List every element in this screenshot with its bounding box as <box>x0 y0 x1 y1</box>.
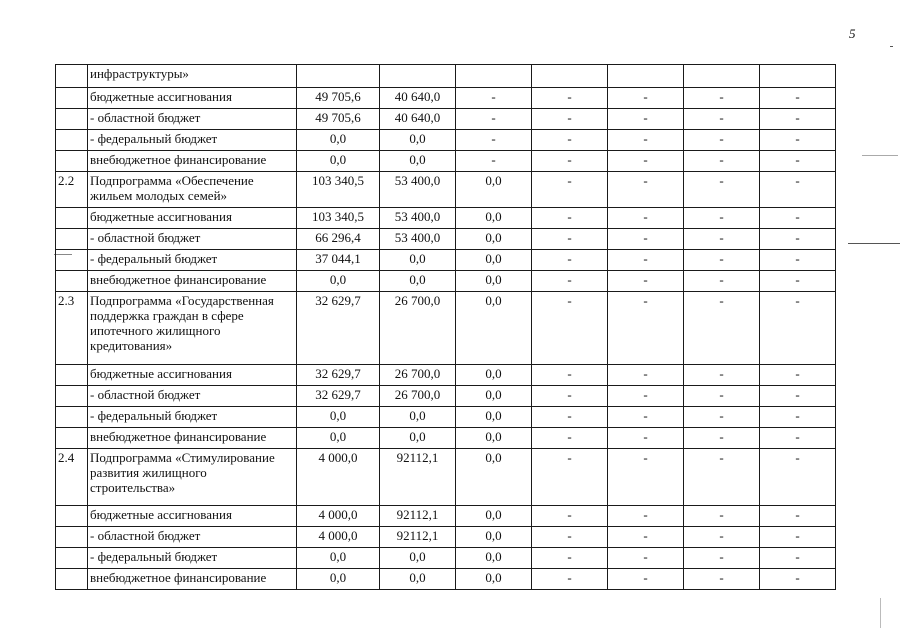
table-row <box>56 386 836 407</box>
value-cell: - <box>684 506 760 527</box>
table-row <box>56 569 836 590</box>
value-cell: - <box>684 271 760 292</box>
value-cell <box>380 65 456 88</box>
value-cell: - <box>760 151 836 172</box>
value-cell: 32 629,7 <box>297 292 380 365</box>
row-number-cell <box>56 88 88 109</box>
value-cell: - <box>760 548 836 569</box>
value-cell: 49 705,6 <box>297 88 380 109</box>
row-number-cell <box>56 365 88 386</box>
value-cell: 0,0 <box>456 569 532 590</box>
value-cell: - <box>760 208 836 229</box>
value-cell: 0,0 <box>380 428 456 449</box>
value-cell: - <box>684 569 760 590</box>
value-cell: - <box>608 271 684 292</box>
value-cell: - <box>532 208 608 229</box>
value-cell: - <box>684 172 760 208</box>
value-cell: 0,0 <box>380 250 456 271</box>
row-number-cell <box>56 250 88 271</box>
funding-source-cell: бюджетные ассигнования <box>88 88 297 109</box>
value-cell: - <box>760 407 836 428</box>
value-cell <box>760 65 836 88</box>
value-cell: - <box>608 172 684 208</box>
value-cell: - <box>532 109 608 130</box>
value-cell: - <box>532 506 608 527</box>
row-number-cell <box>56 548 88 569</box>
row-number-cell <box>56 569 88 590</box>
value-cell: 0,0 <box>297 151 380 172</box>
scan-artifact <box>890 46 893 47</box>
row-number-cell <box>56 151 88 172</box>
table-row <box>56 130 836 151</box>
funding-source-cell: - областной бюджет <box>88 386 297 407</box>
value-cell: - <box>760 172 836 208</box>
value-cell: 0,0 <box>297 130 380 151</box>
value-cell: - <box>684 208 760 229</box>
scan-artifact <box>880 598 881 628</box>
value-cell: - <box>532 250 608 271</box>
value-cell: 0,0 <box>456 271 532 292</box>
table-row <box>56 292 836 365</box>
value-cell: - <box>684 428 760 449</box>
value-cell <box>608 65 684 88</box>
value-cell: - <box>760 130 836 151</box>
table-row <box>56 449 836 506</box>
value-cell: - <box>684 88 760 109</box>
value-cell: 0,0 <box>380 130 456 151</box>
subprogram-title-cell: Подпрограмма «Обеспечение жильем молодых семей» <box>88 172 297 208</box>
value-cell: - <box>684 151 760 172</box>
value-cell: - <box>532 365 608 386</box>
table-row <box>56 548 836 569</box>
value-cell: 53 400,0 <box>380 229 456 250</box>
value-cell: 0,0 <box>456 428 532 449</box>
funding-source-cell: бюджетные ассигнования <box>88 365 297 386</box>
funding-source-cell: внебюджетное финансирование <box>88 271 297 292</box>
value-cell: - <box>684 365 760 386</box>
funding-source-cell: инфраструктуры» <box>88 65 297 88</box>
funding-source-cell: - федеральный бюджет <box>88 407 297 428</box>
row-number-cell <box>56 407 88 428</box>
table-row <box>56 65 836 88</box>
value-cell <box>684 65 760 88</box>
scan-artifact <box>862 155 898 156</box>
value-cell: - <box>760 229 836 250</box>
value-cell: - <box>760 449 836 506</box>
table-row <box>56 151 836 172</box>
value-cell: 0,0 <box>456 407 532 428</box>
value-cell: - <box>608 250 684 271</box>
value-cell: - <box>760 88 836 109</box>
value-cell: 26 700,0 <box>380 386 456 407</box>
value-cell: - <box>760 569 836 590</box>
value-cell: 0,0 <box>297 569 380 590</box>
value-cell <box>297 65 380 88</box>
value-cell: 0,0 <box>297 548 380 569</box>
value-cell: 0,0 <box>380 569 456 590</box>
value-cell: - <box>532 428 608 449</box>
value-cell: 92112,1 <box>380 506 456 527</box>
funding-source-cell: бюджетные ассигнования <box>88 208 297 229</box>
value-cell: - <box>608 527 684 548</box>
table-row <box>56 428 836 449</box>
value-cell: 32 629,7 <box>297 365 380 386</box>
value-cell: 4 000,0 <box>297 506 380 527</box>
table-row <box>56 172 836 208</box>
value-cell <box>456 65 532 88</box>
value-cell: 40 640,0 <box>380 88 456 109</box>
value-cell: - <box>684 449 760 506</box>
value-cell: 0,0 <box>297 428 380 449</box>
value-cell: - <box>532 548 608 569</box>
value-cell: - <box>456 109 532 130</box>
value-cell: 40 640,0 <box>380 109 456 130</box>
value-cell: 92112,1 <box>380 527 456 548</box>
value-cell: 0,0 <box>456 208 532 229</box>
value-cell: 4 000,0 <box>297 527 380 548</box>
value-cell: - <box>760 428 836 449</box>
value-cell: - <box>684 229 760 250</box>
value-cell: 92112,1 <box>380 449 456 506</box>
value-cell: - <box>760 386 836 407</box>
value-cell: 0,0 <box>456 365 532 386</box>
value-cell: - <box>760 271 836 292</box>
value-cell: - <box>532 527 608 548</box>
value-cell: 0,0 <box>380 548 456 569</box>
value-cell: 66 296,4 <box>297 229 380 250</box>
value-cell: - <box>608 229 684 250</box>
value-cell: 0,0 <box>297 407 380 428</box>
table-row <box>56 229 836 250</box>
funding-source-cell: - областной бюджет <box>88 109 297 130</box>
value-cell <box>532 65 608 88</box>
funding-source-cell: внебюджетное финансирование <box>88 428 297 449</box>
value-cell: - <box>684 407 760 428</box>
value-cell: - <box>684 527 760 548</box>
table-row <box>56 208 836 229</box>
value-cell: - <box>684 548 760 569</box>
scan-artifact <box>848 243 900 244</box>
value-cell: 4 000,0 <box>297 449 380 506</box>
row-number-cell <box>56 109 88 130</box>
value-cell: - <box>684 130 760 151</box>
table-row <box>56 271 836 292</box>
funding-source-cell: - областной бюджет <box>88 229 297 250</box>
value-cell: - <box>532 151 608 172</box>
value-cell: - <box>608 569 684 590</box>
value-cell: 49 705,6 <box>297 109 380 130</box>
row-number-cell <box>56 428 88 449</box>
value-cell: - <box>684 250 760 271</box>
value-cell: - <box>532 271 608 292</box>
row-number-cell <box>56 527 88 548</box>
value-cell: 32 629,7 <box>297 386 380 407</box>
value-cell: - <box>608 292 684 365</box>
table-row <box>56 88 836 109</box>
row-number-cell <box>56 506 88 527</box>
value-cell: - <box>760 292 836 365</box>
table-row <box>56 407 836 428</box>
table-row <box>56 365 836 386</box>
table-row <box>56 527 836 548</box>
value-cell: - <box>608 407 684 428</box>
value-cell: - <box>532 88 608 109</box>
budget-table <box>55 64 836 590</box>
value-cell: - <box>760 109 836 130</box>
funding-source-cell: внебюджетное финансирование <box>88 569 297 590</box>
table-row <box>56 506 836 527</box>
value-cell: - <box>684 292 760 365</box>
value-cell: - <box>608 208 684 229</box>
value-cell: 0,0 <box>297 271 380 292</box>
value-cell: - <box>532 229 608 250</box>
row-number-cell: 2.2 <box>56 172 88 208</box>
value-cell: - <box>608 386 684 407</box>
funding-source-cell: - федеральный бюджет <box>88 548 297 569</box>
value-cell: - <box>532 386 608 407</box>
value-cell: - <box>608 88 684 109</box>
value-cell: - <box>456 130 532 151</box>
row-number-cell <box>56 271 88 292</box>
value-cell: - <box>760 250 836 271</box>
page-number-mark: 5 <box>849 26 856 41</box>
value-cell: 37 044,1 <box>297 250 380 271</box>
value-cell: - <box>608 548 684 569</box>
row-number-cell: 2.4 <box>56 449 88 506</box>
value-cell: - <box>608 449 684 506</box>
value-cell: - <box>760 506 836 527</box>
row-number-cell <box>56 208 88 229</box>
subprogram-title-cell: Подпрограмма «Стимулирование развития жилищного строительства» <box>88 449 297 506</box>
value-cell: 0,0 <box>456 548 532 569</box>
value-cell: - <box>532 407 608 428</box>
table-row <box>56 250 836 271</box>
table-row <box>56 109 836 130</box>
funding-source-cell: внебюджетное финансирование <box>88 151 297 172</box>
value-cell: 26 700,0 <box>380 365 456 386</box>
value-cell: 0,0 <box>380 407 456 428</box>
value-cell: 0,0 <box>456 386 532 407</box>
funding-source-cell: - областной бюджет <box>88 527 297 548</box>
value-cell: 0,0 <box>456 229 532 250</box>
funding-source-cell: - федеральный бюджет <box>88 130 297 151</box>
value-cell: - <box>684 109 760 130</box>
value-cell: - <box>760 527 836 548</box>
value-cell: - <box>608 109 684 130</box>
row-number-cell <box>56 229 88 250</box>
value-cell: - <box>456 151 532 172</box>
value-cell: 0,0 <box>456 449 532 506</box>
value-cell: - <box>608 506 684 527</box>
value-cell: - <box>684 386 760 407</box>
value-cell: 103 340,5 <box>297 208 380 229</box>
funding-source-cell: - федеральный бюджет <box>88 250 297 271</box>
value-cell: 103 340,5 <box>297 172 380 208</box>
value-cell: 53 400,0 <box>380 208 456 229</box>
value-cell: 0,0 <box>456 527 532 548</box>
value-cell: - <box>760 365 836 386</box>
value-cell: - <box>532 449 608 506</box>
value-cell: 26 700,0 <box>380 292 456 365</box>
value-cell: 53 400,0 <box>380 172 456 208</box>
value-cell: - <box>608 428 684 449</box>
row-number-cell <box>56 130 88 151</box>
value-cell: 0,0 <box>456 292 532 365</box>
value-cell: 0,0 <box>380 151 456 172</box>
value-cell: - <box>532 172 608 208</box>
row-number-cell <box>56 386 88 407</box>
value-cell: - <box>532 130 608 151</box>
value-cell: 0,0 <box>456 250 532 271</box>
row-number-cell <box>56 65 88 88</box>
value-cell: - <box>532 569 608 590</box>
budget-table-body <box>56 65 836 590</box>
value-cell: 0,0 <box>456 506 532 527</box>
value-cell: - <box>532 292 608 365</box>
funding-source-cell: бюджетные ассигнования <box>88 506 297 527</box>
value-cell: - <box>608 130 684 151</box>
value-cell: - <box>456 88 532 109</box>
row-number-cell: 2.3 <box>56 292 88 365</box>
subprogram-title-cell: Подпрограмма «Государственная поддержка граждан в сфере ипотечного жилищного кредитования» <box>88 292 297 365</box>
value-cell: 0,0 <box>380 271 456 292</box>
value-cell: - <box>608 365 684 386</box>
value-cell: 0,0 <box>456 172 532 208</box>
value-cell: - <box>608 151 684 172</box>
